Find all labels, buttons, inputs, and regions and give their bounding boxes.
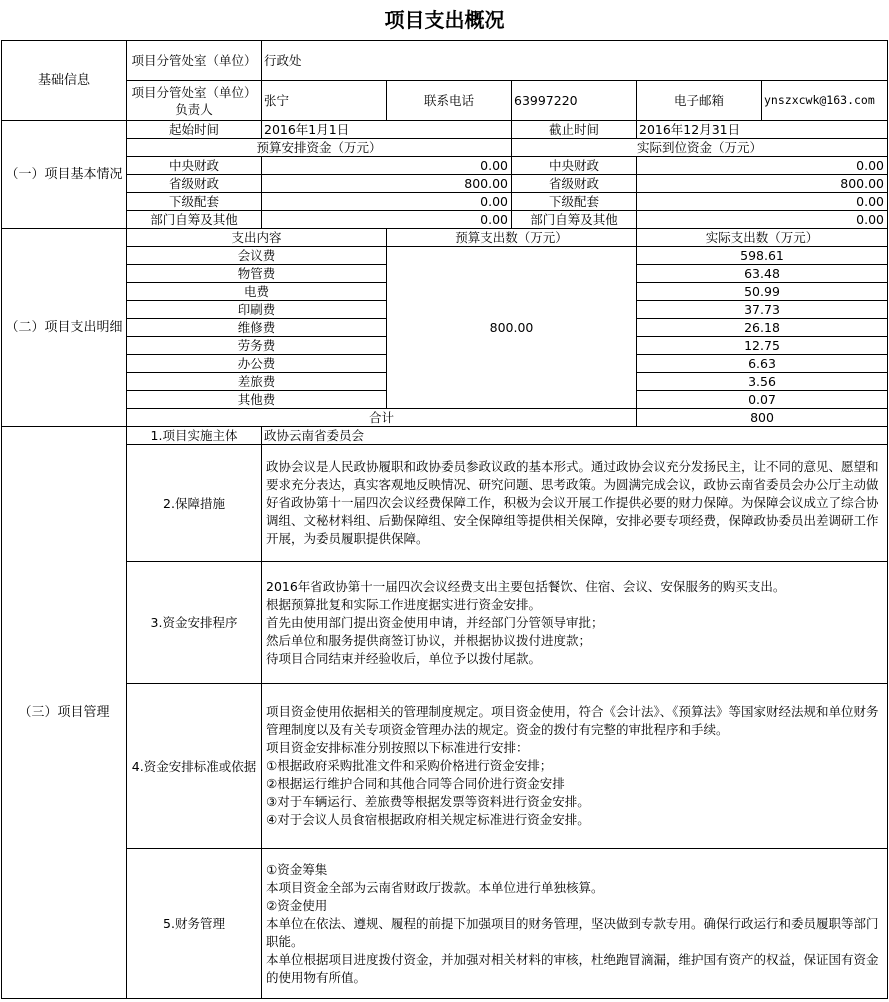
- actual-expense-header: 实际支出数（万元）: [637, 229, 888, 247]
- expense-row: [2, 247, 888, 265]
- basic-situation-section: （一）项目基本情况: [2, 121, 127, 229]
- standard-line: ③对于车辆运行、差旅费等根据发票等资料进行资金安排。: [266, 794, 590, 809]
- budget-amount: 0.00: [262, 157, 512, 175]
- budget-amount: 800.00: [262, 175, 512, 193]
- budget-amount: 0.00: [262, 211, 512, 229]
- head-value: 张宁: [262, 81, 387, 121]
- end-time-label: 截止时间: [512, 121, 637, 139]
- funds-source-label: 部门自筹及其他: [512, 211, 637, 229]
- expense-actual: 26.18: [637, 319, 888, 337]
- funds-source-label: 中央财政: [512, 157, 637, 175]
- budget-total-value: 800.00: [387, 247, 637, 409]
- standard-line: ④对于会议人员食宿根据政府相关规定标准进行资金安排。: [266, 812, 590, 827]
- phone-value: 63997220: [512, 81, 637, 121]
- expense-actual: 6.63: [637, 355, 888, 373]
- total-row: [2, 409, 888, 427]
- start-time-label: 起始时间: [127, 121, 262, 139]
- expense-actual: 37.73: [637, 301, 888, 319]
- standard-line: ②根据运行维护合同和其他合同等合同价进行资金安排: [266, 776, 565, 791]
- content-header: 支出内容: [127, 229, 387, 247]
- standard-line: 项目资金安排标准分别按照以下标准进行安排：: [266, 740, 529, 755]
- expense-actual: 3.56: [637, 373, 888, 391]
- budget-expense-header: 预算支出数（万元）: [387, 229, 637, 247]
- funds-source-label: 中央财政: [127, 157, 262, 175]
- funds-row: [2, 157, 888, 175]
- finance-line: ②资金使用: [266, 897, 328, 913]
- page-title: 项目支出概况: [384, 8, 505, 32]
- expense-name: 物管费: [127, 265, 387, 283]
- expense-name: 差旅费: [127, 373, 387, 391]
- funds-source-label: 下级配套: [512, 193, 637, 211]
- end-time-value: 2016年12月31日: [637, 121, 888, 139]
- funding-procedure-label: 3.资金安排程序: [127, 562, 262, 684]
- implementer-value: 政协云南省委员会: [262, 427, 888, 445]
- expense-name: 电费: [127, 283, 387, 301]
- expense-name: 办公费: [127, 355, 387, 373]
- office-value: 行政处: [262, 41, 888, 81]
- finance-line: 本项目资金全部为云南省财政厅拨款。本单位进行单独核算。: [266, 879, 604, 895]
- funds-source-label: 下级配套: [127, 193, 262, 211]
- expense-name: 印刷费: [127, 301, 387, 319]
- expense-actual: 12.75: [637, 337, 888, 355]
- safeguard-label: 2.保障措施: [127, 445, 262, 562]
- actual-amount: 0.00: [637, 157, 888, 175]
- funds-source-label: 省级财政: [512, 175, 637, 193]
- funding-standard-label: 4.资金安排标准或依据: [127, 684, 262, 849]
- expense-name: 劳务费: [127, 337, 387, 355]
- expense-actual: 63.48: [637, 265, 888, 283]
- expense-name: 其他费: [127, 391, 387, 409]
- safeguard-text: 政协会议是人民政协履职和政协委员参政议政的基本形式。通过政协会议充分发扬民主，让不同的意见、愿望和要求充分表达，真实客观地反映情况、研究问题、思考政策。为圆满完成会议，政协云南省委员会办公厅主动做好省政协第十一届四次会议经费保障工作，积极为会议开展工作提供必要的财力保障。为保障会议成立了综合协调组、文秘材料组、后勤保障组、安全保障组等提供相关保障，安排必要专项经费，保障政协委员出差调研工作开展，为委员履职提供保障。: [262, 445, 888, 562]
- procedure-line: 根据预算批复和实际工作进度据实进行资金安排。: [266, 596, 542, 612]
- finance-line: 本单位根据项目进度拨付资金，并加强对相关材料的审核，杜绝跑冒滴漏，维护国有资产的权益，保证国有资金的使用物有所值。: [266, 951, 879, 985]
- office-label: 项目分管处室（单位）: [127, 41, 262, 81]
- funds-row: [2, 175, 888, 193]
- procedure-line: 2016年省政协第十一届四次会议经费支出主要包括餐饮、住宿、会议、安保服务的购买支出。: [266, 578, 786, 594]
- total-actual: 800: [637, 409, 888, 427]
- budget-amount: 0.00: [262, 193, 512, 211]
- expense-actual: 598.61: [637, 247, 888, 265]
- procedure-line: 首先由使用部门提出资金使用申请，并经部门分管领导审批；: [266, 614, 604, 630]
- implementer-label: 1.项目实施主体: [127, 427, 262, 445]
- start-time-value: 2016年1月1日: [262, 121, 512, 139]
- funds-row: [2, 193, 888, 211]
- head-label: 项目分管处室（单位）负责人: [127, 81, 262, 121]
- actual-amount: 0.00: [637, 211, 888, 229]
- actual-amount: 0.00: [637, 193, 888, 211]
- funding-standard-text: [262, 684, 888, 849]
- project-management-section: （三）项目管理: [2, 427, 127, 999]
- total-label: 合计: [127, 409, 637, 427]
- basic-info-section: 基础信息: [2, 41, 127, 121]
- project-expenditure-table: [1, 40, 888, 999]
- funding-procedure-text: [262, 562, 888, 684]
- budget-funds-header: 预算安排资金（万元）: [127, 139, 512, 157]
- expense-actual: 0.07: [637, 391, 888, 409]
- phone-label: 联系电话: [387, 81, 512, 121]
- actual-funds-header: 实际到位资金（万元）: [512, 139, 888, 157]
- expenditure-detail-section: （二）项目支出明细: [2, 229, 127, 427]
- expense-name: 会议费: [127, 247, 387, 265]
- finance-management-text: [262, 849, 888, 999]
- standard-line: ①根据政府采购批准文件和采购价格进行资金安排；: [266, 758, 553, 773]
- finance-management-label: 5.财务管理: [127, 849, 262, 999]
- procedure-line: 待项目合同结束并经验收后，单位予以拨付尾款。: [266, 650, 542, 666]
- funds-source-label: 部门自筹及其他: [127, 211, 262, 229]
- procedure-line: 然后单位和服务提供商签订协议，并根据协议拨付进度款；: [266, 632, 592, 648]
- expense-actual: 50.99: [637, 283, 888, 301]
- funds-row: [2, 211, 888, 229]
- email-value: ynszxcwk@163.com: [762, 81, 888, 121]
- email-label: 电子邮箱: [637, 81, 762, 121]
- standard-line: 项目资金使用依据相关的管理制度规定。项目资金使用，符合《会计法》、《预算法》等国家财经法规和单位财务管理制度以及有关专项资金管理办法的规定。资金的拨付有完整的审批程序和手续。: [266, 704, 879, 737]
- actual-amount: 800.00: [637, 175, 888, 193]
- expense-name: 维修费: [127, 319, 387, 337]
- finance-line: ①资金筹集: [266, 861, 328, 877]
- finance-line: 本单位在依法、遵规、履程的前提下加强项目的财务管理，坚决做到专款专用。确保行政运行和委员履职等部门职能。: [266, 915, 879, 949]
- funds-source-label: 省级财政: [127, 175, 262, 193]
